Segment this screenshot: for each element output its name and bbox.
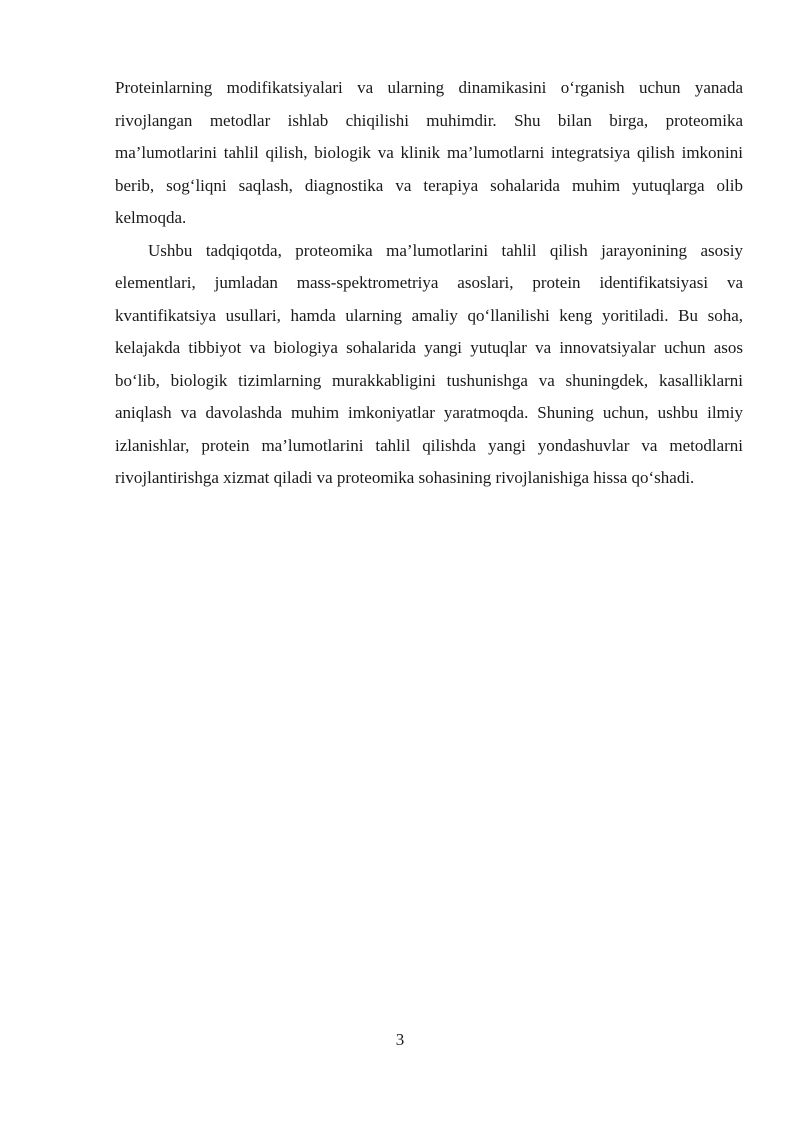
- body-text: [115, 72, 743, 495]
- page-number: 3: [395, 1030, 405, 1049]
- paragraph-1: Proteinlarning modifikatsiyalari va ularning dinamikasini o‘rganish uchun yanada rivojlangan metodlar ishlab chiqilishi muhimdir. Shu bilan birga, proteomika ma’lumotlarini tahlil qilish, biologik va klinik ma’lumotlarni integratsiya qilish imkonini berib, sog‘liqni saqlash, diagnostika va terapiya sohalarida muhim yutuqlarga olib kelmoqda.: [115, 78, 743, 227]
- paragraph-2: Ushbu tadqiqotda, proteomika ma’lumotlarini tahlil qilish jarayonining asosiy elementlari, jumladan mass-spektrometriya asoslari, protein identifikatsiyasi va kvantifikatsiya usullari, hamda ularning amaliy qo‘llanilishi keng yoritiladi. Bu soha, kelajakda tibbiyot va biologiya sohalarida yangi yutuqlar va innovatsiyalar uchun asos bo‘lib, biologik tizimlarning murakkabligini tushunishga va shuningdek, kasalliklarni aniqlash va davolashda muhim imkoniyatlar yaratmoqda. Shuning uchun, ushbu ilmiy izlanishlar, protein ma’lumotlarini tahlil qilishda yangi yondashuvlar va metodlarni rivojlantirishga xizmat qiladi va proteomika sohasining rivojlanishiga hissa qo‘shadi.: [115, 240, 743, 487]
